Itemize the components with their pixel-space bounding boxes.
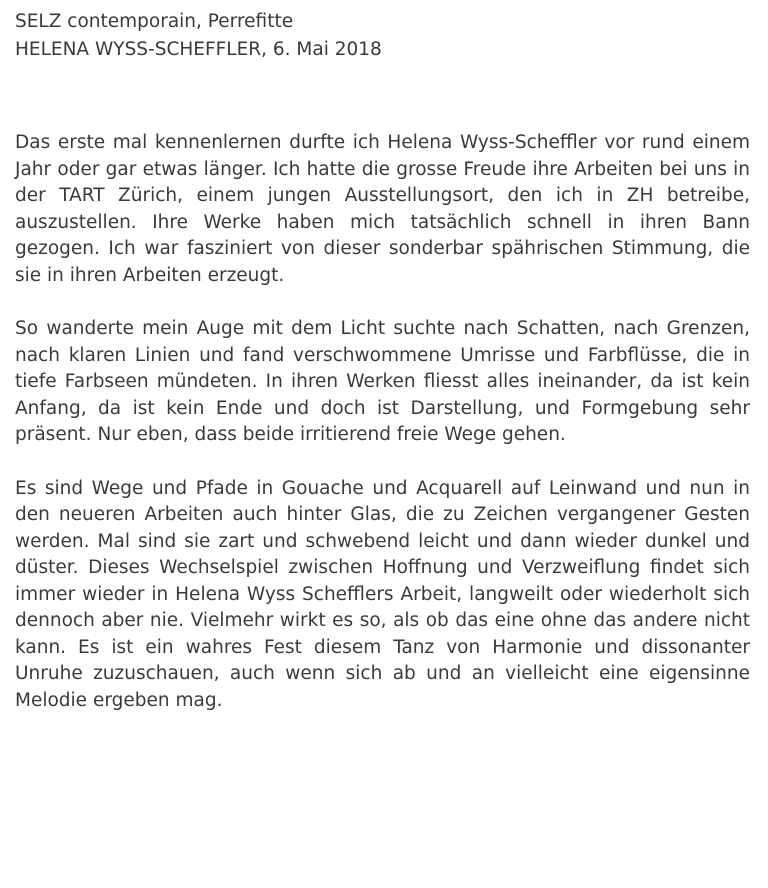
paragraph-3: Es sind Wege und Pfade in Gouache und Acquarell auf Leinwand und nun in den neueren Arbeiten auch hinter Glas, die zu Zeichen vergangener Gesten werden. Mal sind sie zart und schwebend leicht und dann wieder dunkel und düster. Dieses Wechselspiel zwischen Hoffnung und Verzweiflung findet sich immer wieder in Helena Wyss Schefflers Arbeit, langweilt oder wiederholt sich dennoch aber nie. Vielmehr wirkt es so, als ob das eine ohne das andere nicht kann. Es ist ein wahres Fest diesem Tanz von Harmonie und dissonanter Unruhe zuzuschauen, auch wenn sich ab und an vielleicht eine eigensinne Melodie ergeben mag. [15,477,750,711]
header-venue: SELZ contemporain, Perrefitte [15,11,294,32]
header-artist-date: HELENA WYSS-SCHEFFLER, 6. Mai 2018 [15,39,382,60]
spacer [15,64,750,130]
paragraph-1: Das erste mal kennenlernen durfte ich Helena Wyss-Scheffler vor rund einem Jahr oder gar etwas länger. Ich hatte die grosse Freude ihre Arbeiten bei uns in der TART Zürich, einem jungen Ausstellungsort, den ich in ZH betreibe, auszustellen. Ihre Werke haben mich tatsächlich schnell in ihren Bann gezogen. Ich war fasziniert von dieser sonderbar spährischen Stimmung, die sie in ihren Arbeiten erzeugt. [15,132,750,286]
paragraph-2: So wanderte mein Auge mit dem Licht suchte nach Schatten, nach Grenzen, nach klaren Linien und fand verschwommene Umrisse und Farbflüsse, die in tiefe Farbseen mündeten. In ihren Werken fliesst alles ineinander, da ist kein Anfang, da ist kein Ende und doch ist Darstellung, und Formgebung sehr präsent. Nur eben, dass beide irritierend freie Wege gehen. [15,318,750,445]
document-page [15,8,750,741]
